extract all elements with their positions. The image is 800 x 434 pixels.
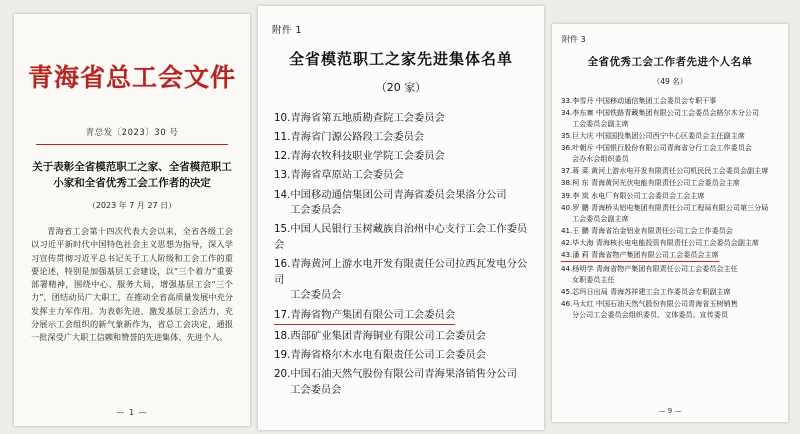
list-item: [274, 367, 528, 398]
list-item-text: 43.潘 莉 青海省物产集团有限公司工会委员会主席: [561, 250, 719, 262]
list-item: [274, 130, 528, 146]
document-date: （2023 年 7 月 27 日）: [87, 201, 177, 211]
list-item: [561, 166, 779, 177]
list-item-text: 44.杨明学 青海省物产集团有限责任公司工会委员会主任: [561, 264, 738, 273]
list-item-highlighted: [274, 308, 528, 326]
page-number-left: — 1 —: [116, 408, 148, 417]
list-item: [274, 168, 528, 184]
list-item: [561, 191, 779, 202]
individual-list: [561, 96, 779, 320]
list-item: [561, 203, 779, 224]
list-item-text: 14.中国移动通信集团公司青海省委员会果洛分公司: [274, 188, 507, 201]
list-item-text: 35.巨大庆 中国国投集团公司西宁中心区委员会主任副主席: [561, 131, 745, 141]
page-number-right: — 9 —: [658, 407, 682, 415]
list-item: [274, 188, 528, 219]
list-item: [561, 143, 779, 164]
list-item-text: 41.王 鹏 青海省冶金铝业有限责任公司工会工作委员会: [561, 225, 733, 235]
document-page-right: [552, 24, 788, 422]
list-item-text: 11.青海省门源公路段工会委员会: [274, 131, 425, 144]
document-body-text: 青海省工会第十四次代表大会以来，全省各级工会以习近平新时代中国特色社会主义思想为指导，深入学习宣传贯彻习近平总书记关于工人阶级和工会工作的重要论述，特别是加强基层工会建设，以“三个着力”重要部署精神，围绕中心、服务大局，增强基层工会“三个力”，团结动员广大职工，在推动全省高质量发展中充分发挥主力军作用。为表彰先进、激发基层工会活力，充分展示工会组织的新气象新作为，省总工会决定，通报一批深受广大职工信赖和赞誉的先进集体、先进个人。: [31, 226, 233, 343]
list-item: [561, 238, 779, 249]
list-item-text: 34.李东寨 中国铁路青藏集团有限公司工会委员会格尔木分公司: [561, 108, 759, 118]
list-item: [274, 222, 528, 253]
red-divider-rule: [36, 144, 228, 145]
list-item-text: 12.青海农牧科技职业学院工会委员会: [274, 150, 445, 163]
list-title-individuals: 全省优秀工会工作者先进个人名单: [587, 56, 753, 68]
list-item: [561, 226, 779, 237]
list-item: [274, 257, 528, 304]
list-item-text: 42.毕大海 青海核长电电能投资有限责任公司工会委员会副主席: [561, 238, 759, 248]
list-item-continuation: 工会委员会: [290, 383, 342, 396]
list-item-text: 18.西部矿业集团青海铜业有限公司工会委员会: [274, 329, 487, 342]
list-item-text: 13.青海省草原站工会委员会: [274, 169, 404, 182]
list-item: [274, 111, 528, 127]
attachment-label-1: 附件 1: [272, 25, 303, 36]
list-item: [561, 299, 779, 320]
list-item-text: 40.罗 鹏 青海桥头铝电集团有限责任公司工程局有限公司第三分局: [561, 202, 769, 212]
collective-list: [274, 111, 528, 398]
list-item: [561, 131, 779, 142]
masthead-title: 青海省总工会文件: [27, 63, 236, 92]
document-page-middle: [258, 6, 544, 430]
list-item-text: 17.青海省物产集团有限公司工会委员会: [274, 308, 455, 326]
list-item: [561, 108, 779, 129]
list-item-text: 37.蒋 菜 黄河上游水电开发有限责任公司机民民工会委员会副主席: [561, 166, 769, 176]
list-item: [561, 178, 779, 189]
list-item-continuation: 女职委员主任: [572, 274, 615, 284]
list-subtitle-count-individuals: （49 名）: [652, 77, 688, 86]
list-item: [274, 348, 528, 364]
document-number: 青总发〔2023〕30 号: [85, 127, 179, 138]
list-item-text: 15.中国人民银行玉树藏族自治州中心支行工会工作委员会: [274, 223, 528, 251]
document-page-left: [14, 14, 250, 426]
list-item: [274, 149, 528, 165]
list-item-text: 16.青海黄河上游水电开发有限责任公司拉西瓦发电分公司: [274, 258, 528, 286]
list-item-text: 39.李 岚 水电厂有限公司工会委员会工会主席: [561, 190, 705, 200]
list-item-highlighted: [561, 250, 779, 262]
list-item-text: 10.青海省第五地质勘查院工会委员会: [274, 112, 445, 124]
list-item-continuation: 工会委员会副主席: [572, 213, 629, 223]
list-item-continuation: 会办水会组织委员: [572, 153, 629, 163]
list-item-text: 33.李雪丹 中国移动通信集团工会委员会专职干事: [561, 96, 717, 105]
list-item-text: 45.芯玛日出局 青海苏祥建工会工作委员会专职副主席: [561, 286, 731, 296]
list-item-continuation: 工会委员会: [290, 289, 342, 302]
attachment-label-3: 附件 3: [562, 35, 586, 44]
list-item-continuation: 工会委员会副主席: [572, 118, 629, 128]
list-item-text: 20.中国石油天然气股份有限公司青海果洛销售分公司: [274, 367, 517, 380]
list-title-collectives: 全省模范职工之家先进集体名单: [288, 50, 513, 68]
list-item-text: 46.马太红 中国石油天然气股份有限公司青海省玉树销售: [561, 299, 738, 309]
list-subtitle-count: （20 家）: [375, 81, 427, 94]
list-item-text: 19.青海省格尔木水电有限责任公司工会委员会: [274, 348, 487, 361]
list-item-continuation: 分公司工会委员会组织委员、文体委员、宣传委员: [572, 309, 729, 319]
list-item: [274, 329, 528, 345]
list-item: [561, 287, 779, 298]
list-item-continuation: 工会委员会: [290, 204, 342, 217]
list-item-text: 38.柯 东 青海黄河光伏电能有限责任公司工会委员会主席: [561, 178, 740, 188]
list-item: [561, 96, 779, 107]
list-item: [561, 264, 779, 285]
list-item-text: 36.叶朝斥 中国银行股份有限公司青海省分行工会工作委员会: [561, 143, 752, 153]
document-title: 关于表彰全省模范职工之家、全省模范职工小家和全省优秀工会工作者的决定: [32, 160, 232, 189]
